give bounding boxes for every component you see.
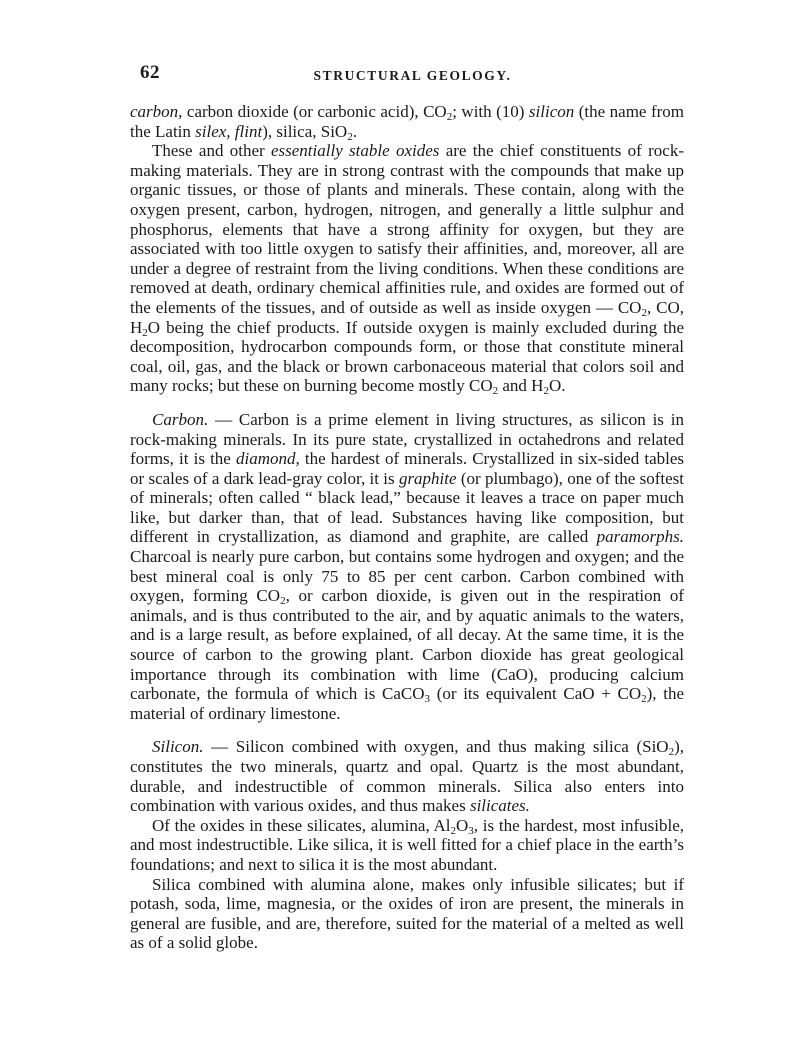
text-run: Of the oxides in these silicates, alumina, Al	[152, 815, 451, 835]
text-run: (or plumbago), one of the softest of minerals; often called “ black lead,” because it leaves a trace on paper much like, but darker than, that of lead. Substances having like composition, but different in crystallization, as diamond and graphite, are called	[130, 468, 684, 547]
text-run: ; with (10)	[452, 102, 529, 121]
paragraph-continued	[130, 102, 684, 141]
paragraph-alumina	[130, 816, 684, 875]
italic-text: paramorphs.	[596, 527, 684, 547]
subscript: 2	[492, 385, 499, 398]
subscript: 2	[347, 130, 353, 143]
page-body	[130, 102, 684, 953]
paragraph-silicates	[130, 875, 684, 953]
text-run: are the chief constituents of rock-making materials. They are in strong contrast with the compounds that make up organic tissues, or those of plants and minerals. These contain, along with the oxygen present, carbon, hydrogen, nitrogen, and generally a little sulphur and phosphorus, elements that have a strong affinity for oxygen, but they are associated with too little oxygen to satisfy their affinities, and, moreover, all are under a degree of restraint from the living conditions. When these conditions are removed at death, ordinary chemical affinities rule, and oxides are formed out of the elements of the tissues, and of outside as well as inside oxygen — CO	[130, 141, 684, 317]
subscript: 2	[668, 746, 675, 759]
subscript: 2	[543, 385, 549, 398]
text-run: O being the chief products. If outside oxygen is mainly excluded during the decomposition, hydrocarbon compounds form, or those that constitute mineral coal, oil, gas, and the black or brown carbonaceous material that colors soil and many rocks; but these on burning become mostly CO	[130, 317, 684, 396]
subscript: 2	[641, 693, 647, 706]
text-run: , or carbon dioxide, is given out in the respiration of animals, and is thus contributed to the air, and by aquatic animals to the waters, and is a large result, as before explained, of all decay. At the same time, it is the source of carbon to the growing plant. Carbon dioxide has great geological importance through its combination with lime (CaO), producing calcium carbonate, the formula of which is CaCO	[130, 586, 684, 704]
paragraph-silicon	[130, 737, 684, 815]
page-header	[140, 62, 685, 86]
text-run: the hardest of minerals. Crystallized in six-sided tables or scales of a dark lead-gray color, it is	[130, 449, 685, 488]
italic-text: silicon	[528, 102, 575, 121]
text-run: , CO, H	[130, 297, 684, 337]
text-run: O	[456, 815, 469, 835]
text-run: carbon dioxide (or carbonic acid), CO	[182, 102, 447, 121]
subscript: 3	[424, 693, 431, 706]
subscript: 2	[142, 326, 148, 339]
paragraph-carbon	[130, 410, 684, 724]
text-run: , is the hardest, most infusible, and most indestructible. Like silica, it is well fitted for a chief place in the earth’s foundations; and next to silica it is the most abundant.	[130, 815, 684, 874]
text-run: O.	[548, 376, 566, 396]
italic-text: Carbon.	[152, 409, 209, 429]
subscript: 2	[641, 306, 647, 319]
italic-text: silex, flint	[195, 121, 263, 141]
paragraph-stable-oxides	[130, 141, 684, 396]
text-run: Silica combined with alumina alone, makes only infusible silicates; but if potash, soda, lime, magnesia, or the oxides of iron are present, the minerals in general are fusible, and are, therefore, suited for the material of a melted as well as of a solid globe.	[130, 874, 684, 953]
page-number: 62	[140, 62, 160, 83]
text-run: These and other	[152, 141, 271, 161]
subscript: 2	[280, 595, 286, 608]
text-run: .	[352, 121, 357, 141]
italic-text: Silicon.	[152, 737, 204, 757]
text-run: ), constitutes the two minerals, quartz and opal. Quartz is the most abundant, durable, and indestructible of common minerals. Silica also enters into combination with various oxides, and thus makes	[130, 737, 684, 816]
text-run: ), silica, SiO	[262, 121, 348, 141]
running-title: STRUCTURAL GEOLOGY.	[313, 68, 512, 83]
subscript: 2	[450, 824, 457, 837]
italic-text: carbon,	[130, 102, 183, 121]
text-run: — Silicon combined with oxygen, and thus making silica (SiO	[203, 737, 669, 757]
italic-text: silicates.	[469, 796, 530, 816]
text-run: — Carbon is a prime element in living structures, as silicon is in rock-making minerals. In its pure state, crystallized in octahedrons and related forms, it is the	[130, 409, 684, 469]
italic-text: graphite	[398, 468, 457, 488]
text-run: ), the material of ordinary limestone.	[130, 684, 684, 723]
italic-text: essentially stable oxides	[270, 141, 440, 161]
subscript: 2	[446, 111, 453, 123]
text-run: Charcoal is nearly pure carbon, but contains some hydrogen and oxygen; and the best mineral coal is only 75 to 85 per cent carbon. Carbon combined with oxygen, forming CO	[130, 547, 684, 606]
text-run: (or its equivalent CaO + CO	[430, 684, 642, 704]
subscript: 3	[468, 824, 474, 837]
italic-text: diamond,	[236, 449, 300, 469]
text-run: and H	[498, 376, 544, 396]
text-run: (the name from the Latin	[130, 102, 684, 141]
